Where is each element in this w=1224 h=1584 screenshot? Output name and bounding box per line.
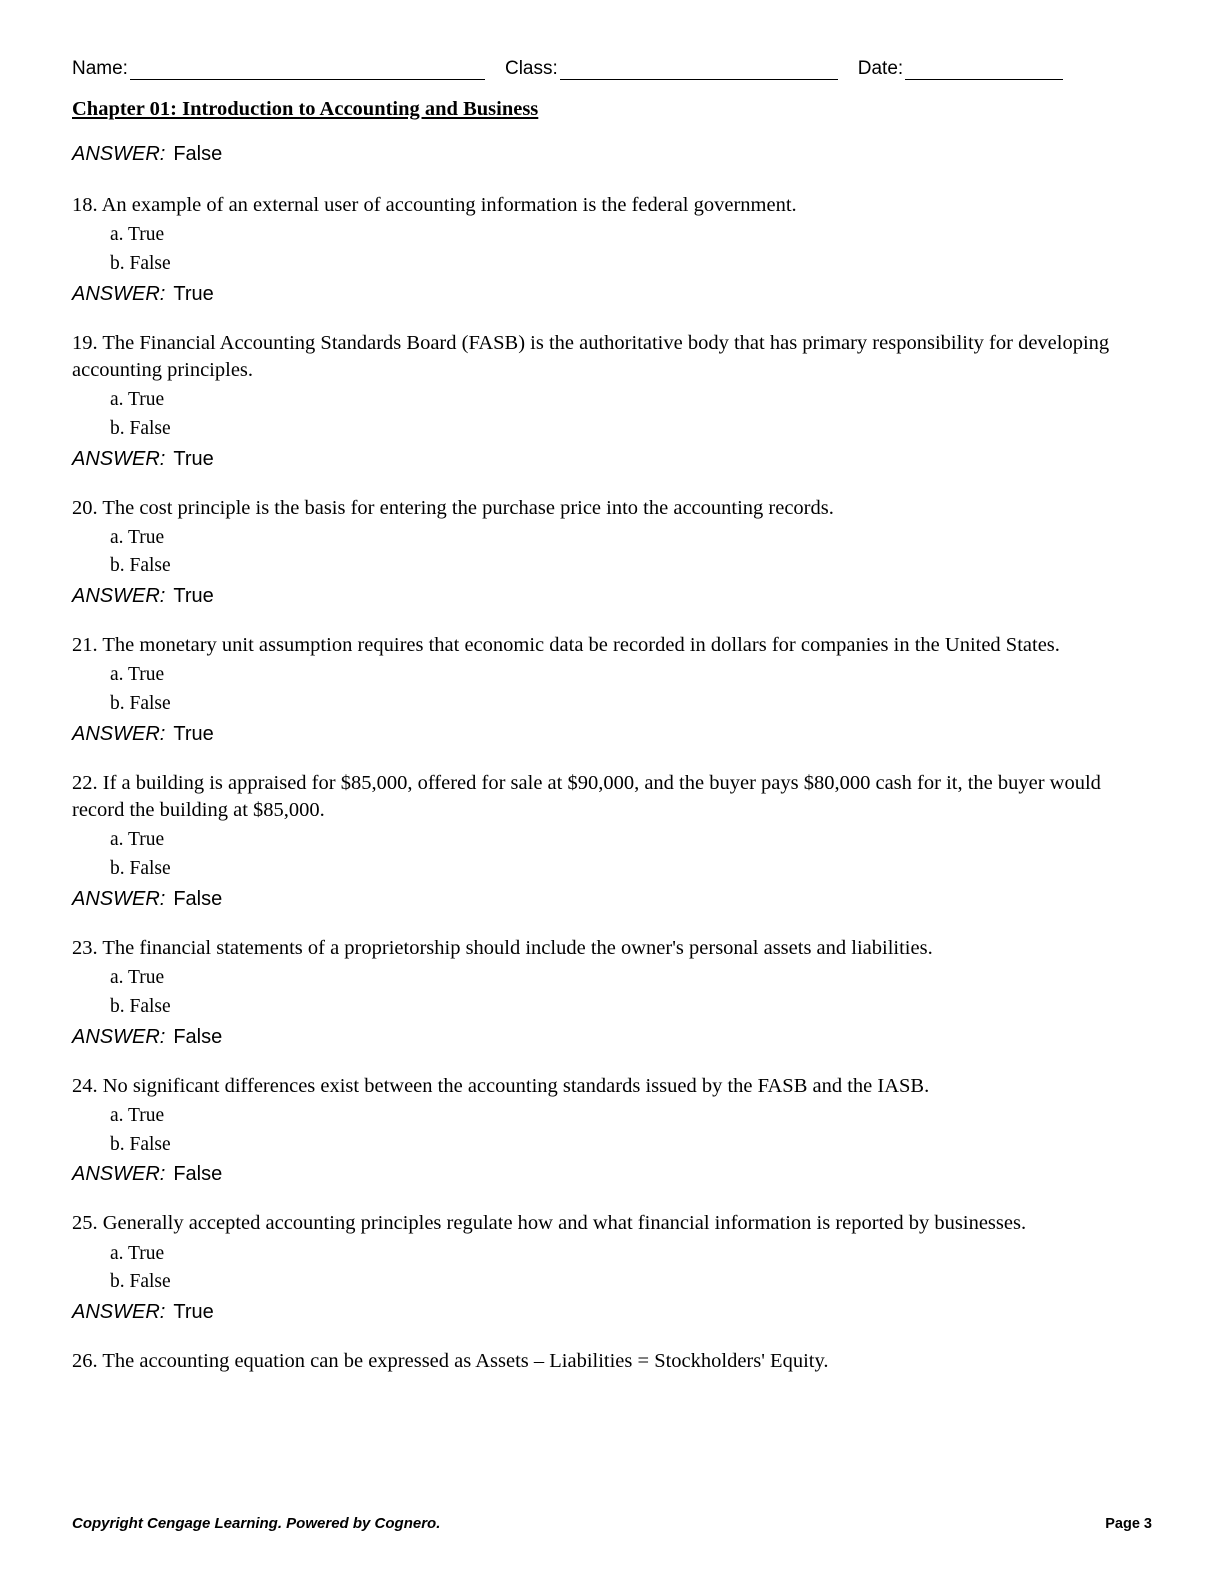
answer-label: ANSWER:: [72, 723, 166, 746]
question-block: [72, 495, 1152, 609]
page-number: Page 3: [1105, 1516, 1152, 1532]
name-field[interactable]: [130, 62, 485, 80]
answer-value: False: [173, 887, 223, 910]
answer-line: [72, 1301, 1152, 1324]
page-footer: [72, 1515, 1152, 1532]
answer-label: ANSWER:: [72, 143, 166, 165]
choice-list: [72, 661, 1152, 719]
choice-option[interactable]: b. False: [110, 252, 171, 274]
question-text: 26. The accounting equation can be expressed as Assets – Liabilities = Stockholders' Equity.: [72, 1350, 829, 1373]
choice-list: [72, 826, 1152, 884]
answer-value: False: [173, 1163, 223, 1186]
choice-option[interactable]: b. False: [110, 1133, 171, 1155]
choice-option[interactable]: b. False: [110, 555, 171, 577]
question-text: 19. The Financial Accounting Standards Board (FASB) is the authoritative body that has primary responsibility for developing accounting principles.: [72, 331, 1110, 381]
question-block: [72, 632, 1152, 746]
class-label: Class:: [504, 58, 558, 79]
answer-label: ANSWER:: [72, 1025, 166, 1048]
question-block: [72, 1073, 1152, 1187]
answer-label: ANSWER:: [72, 887, 166, 910]
choice-option[interactable]: a. True: [110, 1242, 165, 1264]
choice-option[interactable]: b. False: [110, 995, 171, 1017]
answer-value: False: [173, 1025, 223, 1048]
answer-line: [72, 585, 1152, 608]
choice-option[interactable]: a. True: [110, 829, 165, 851]
choice-option[interactable]: b. False: [110, 1271, 171, 1293]
answer-label: ANSWER:: [72, 1163, 166, 1186]
question-block: [72, 1210, 1152, 1324]
question-text: 23. The financial statements of a proprietorship should include the owner's personal assets and liabilities.: [72, 936, 933, 959]
choice-option[interactable]: a. True: [110, 966, 165, 988]
answer-line: [72, 1163, 1152, 1186]
choice-list: [72, 221, 1152, 279]
question-text: 18. An example of an external user of accounting information is the federal government.: [72, 194, 797, 216]
answer-label: ANSWER:: [72, 1301, 166, 1324]
answer-value: True: [173, 1301, 214, 1324]
question-block: [72, 770, 1152, 911]
answer-value: True: [173, 282, 214, 305]
choice-list: [72, 1240, 1152, 1298]
question-text: 20. The cost principle is the basis for entering the purchase price into the accounting records.: [72, 496, 834, 519]
choice-list: [72, 386, 1152, 444]
answer-label: ANSWER:: [72, 447, 166, 470]
question-text: 24. No significant differences exist between the accounting standards issued by the FASB and the IASB.: [72, 1074, 930, 1097]
question-text: 22. If a building is appraised for $85,000, offered for sale at $90,000, and the buyer pays $80,000 cash for it, the buyer would record the building at $85,000.: [72, 772, 1101, 822]
choice-option[interactable]: a. True: [110, 388, 165, 410]
date-label: Date:: [857, 58, 904, 79]
choice-list: [72, 1102, 1152, 1160]
choice-list: [72, 964, 1152, 1022]
answer-label: ANSWER:: [72, 282, 166, 305]
answer-value: False: [173, 143, 223, 165]
question-block: [72, 192, 1152, 306]
answer-line: [72, 283, 1152, 306]
choice-list: [72, 524, 1152, 582]
choice-option[interactable]: a. True: [110, 664, 165, 686]
copyright-notice: Copyright Cengage Learning. Powered by Cognero.: [72, 1515, 441, 1532]
answer-line: [72, 888, 1152, 911]
answer-value: True: [173, 585, 214, 608]
date-field[interactable]: [905, 62, 1063, 80]
question-text: 25. Generally accepted accounting principles regulate how and what financial information is reported by businesses.: [72, 1212, 1027, 1235]
chapter-title: Chapter 01: Introduction to Accounting and Business: [72, 98, 539, 120]
answer-line: [72, 723, 1152, 746]
answer-value: True: [173, 723, 214, 746]
choice-option[interactable]: a. True: [110, 526, 165, 548]
answer-line: [72, 1026, 1152, 1049]
question-block: [72, 330, 1152, 471]
choice-option[interactable]: b. False: [110, 693, 171, 715]
class-field[interactable]: [560, 62, 838, 80]
answer-value: True: [173, 447, 214, 470]
answer-label: ANSWER:: [72, 585, 166, 608]
name-label: Name:: [72, 58, 128, 79]
question-block: [72, 935, 1152, 1049]
question-block: [72, 1348, 1152, 1375]
choice-option[interactable]: a. True: [110, 1104, 165, 1126]
answer-line: [72, 448, 1152, 471]
leading-answer: [72, 143, 1152, 166]
choice-option[interactable]: b. False: [110, 417, 171, 439]
choice-option[interactable]: b. False: [110, 858, 171, 880]
choice-option[interactable]: a. True: [110, 224, 165, 246]
student-info-header: [72, 58, 1152, 80]
question-text: 21. The monetary unit assumption requires that economic data be recorded in dollars for companies in the United States.: [72, 634, 1060, 657]
